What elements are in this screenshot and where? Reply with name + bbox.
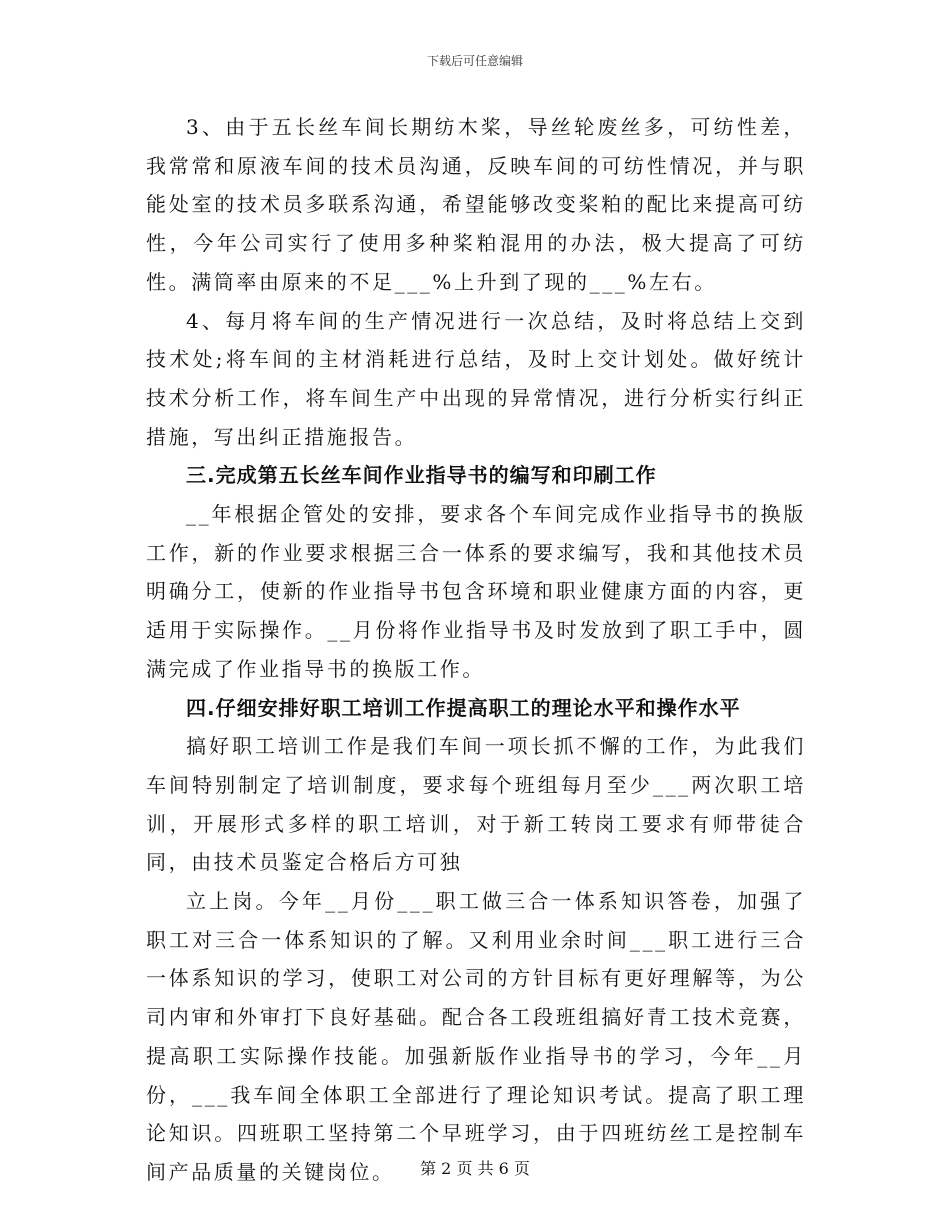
paragraph-section-4a: 搞好职工培训工作是我们车间一项长抓不懈的工作，为此我们车间特别制定了培训制度，要求每个班组每月至少___两次职工培训，开展形式多样的职工培训，对于新工转岗工要求有师带徒合同，由技术员鉴定合格后方可独 <box>146 734 806 875</box>
paragraph-section-3: __年根据企管处的安排，要求各个车间完成作业指导书的换版工作，新的作业要求根据三合一体系的要求编写，我和其他技术员明确分工，使新的作业指导书包含环境和职业健康方面的内容，更适用于实际操作。__月份将作业指导书及时发放到了职工手中，圆满完成了作业指导书的换版工作。 <box>146 502 806 681</box>
page-number: 第 2 页 共 6 页 <box>420 1159 530 1178</box>
section-heading-4: 四.仔细安排好职工培训工作提高职工的理论水平和操作水平 <box>186 695 741 720</box>
section-heading-3: 三.完成第五长丝车间作业指导书的编写和印刷工作 <box>186 463 657 488</box>
paragraph-section-4b: 立上岗。今年__月份___职工做三合一体系知识答卷，加强了职工对三合一体系知识的了解。又利用业余时间___职工进行三合一体系知识的学习，使职工对公司的方针目标有更好理解等，为公司内审和外审打下良好基础。配合各工段班组搞好青工技术竞赛，提高职工实际操作技能。加强新版作业指导书的学习，今年__月份，___我车间全体职工全部进行了理论知识考试。提高了职工理论知识。四班职工坚持第二个早班学习，由于四班纺丝工是控制车间产品质量的关键岗位。 <box>146 889 806 1184</box>
paragraph-item-4: 4、每月将车间的生产情况进行一次总结，及时将总结上交到技术处;将车间的主材消耗进行总结，及时上交计划处。做好统计技术分析工作，将车间生产中出现的异常情况，进行分析实行纠正措施，写出纠正措施报告。 <box>146 308 806 449</box>
paragraph-item-3: 3、由于五长丝车间长期纺木桨，导丝轮废丝多，可纺性差，我常常和原液车间的技术员沟通，反映车间的可纺性情况，并与职能处室的技术员多联系沟通，希望能够改变桨粕的配比来提高可纺性，今年公司实行了使用多种桨粕混用的办法，极大提高了可纺性。满筒率由原来的不足___%上升到了现的___%左右。 <box>146 115 806 294</box>
header-note: 下载后可任意编辑 <box>426 54 523 68</box>
document-body <box>146 108 806 1192</box>
